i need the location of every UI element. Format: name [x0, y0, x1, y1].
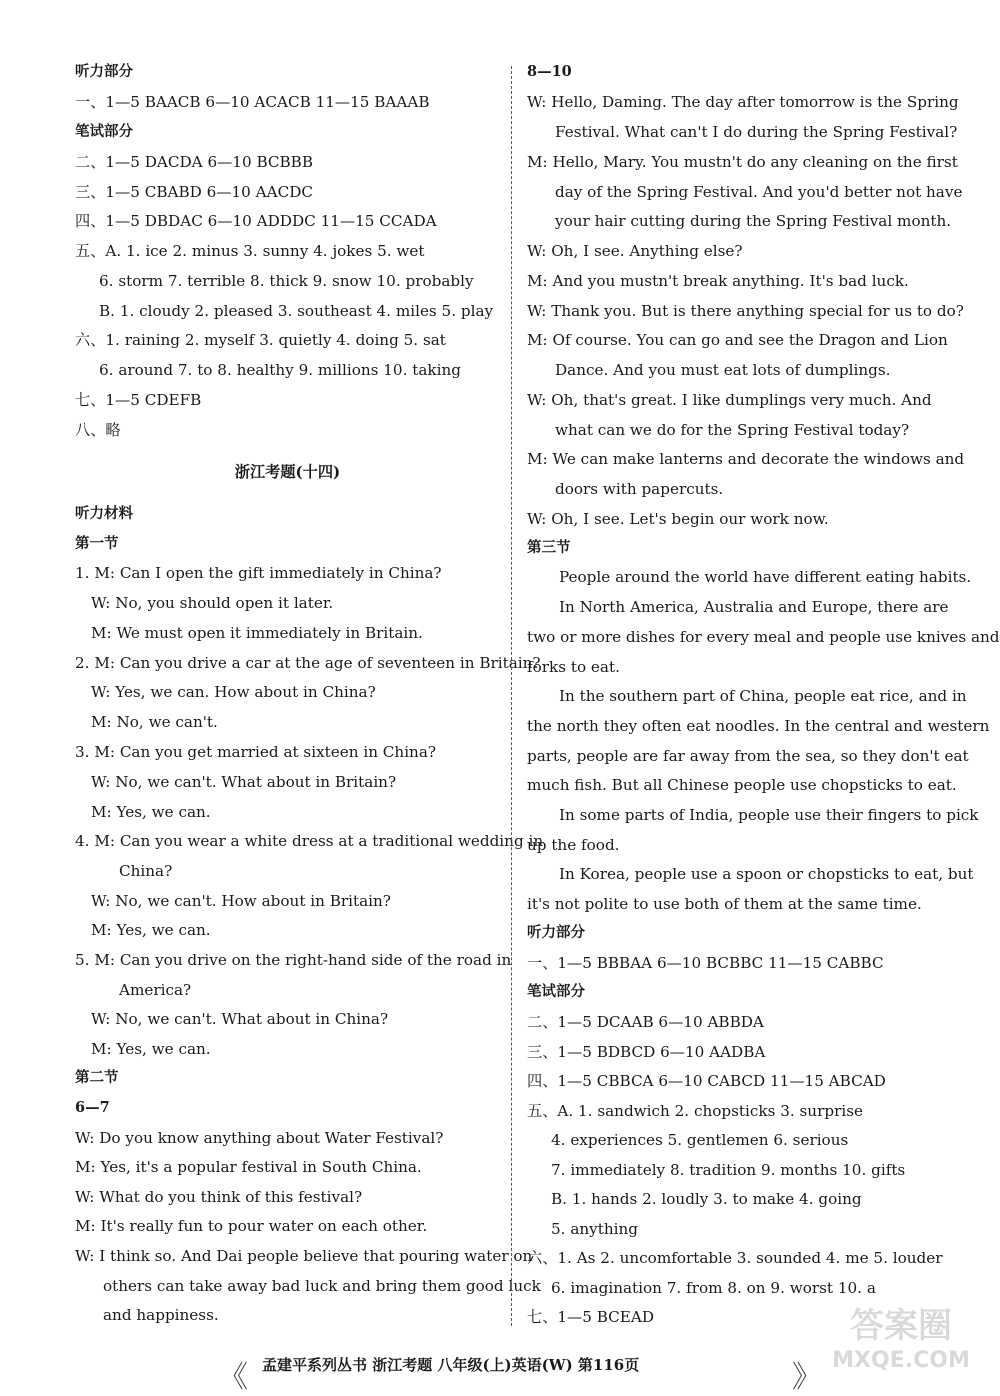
left-text-line: W: Do you know anything about Water Festival? — [75, 1129, 444, 1147]
left-text-line: W: No, you should open it later. — [91, 594, 334, 612]
right-text-line: W: Thank you. But is there anything special for us to do? — [527, 302, 964, 320]
right-text-line: the north they often eat noodles. In the central and western — [527, 717, 990, 735]
right-text-line: doors with papercuts. — [555, 480, 724, 498]
left-text-line: W: Yes, we can. How about in China? — [91, 683, 376, 701]
right-text-line: much fish. But all Chinese people use chopsticks to eat. — [527, 776, 957, 794]
right-text-line: it's not polite to use both of them at the same time. — [527, 895, 922, 913]
left-text-line: M: Yes, we can. — [91, 803, 211, 821]
right-text-line: what can we do for the Spring Festival today? — [555, 421, 910, 439]
left-text-line: 四、1—5 DBDAC 6—10 ADDDC 11—15 CCADA — [75, 212, 437, 230]
left-text-line: 6. around 7. to 8. healthy 9. millions 10. taking — [99, 361, 461, 379]
right-text-line: M: And you mustn't break anything. It's bad luck. — [527, 272, 909, 290]
left-text-line: and happiness. — [103, 1306, 219, 1324]
left-text-line: others can take away bad luck and bring them good luck — [103, 1277, 541, 1295]
right-text-line: 8—10 — [527, 63, 572, 80]
left-text-line: M: We must open it immediately in Britain. — [91, 624, 423, 642]
left-text-line: 八、略 — [75, 421, 121, 439]
left-text-line: China? — [119, 862, 173, 880]
right-text-line: 四、1—5 CBBCA 6—10 CABCD 11—15 ABCAD — [527, 1072, 886, 1090]
left-text-line: 一、1—5 BAACB 6—10 ACACB 11—15 BAAAB — [75, 93, 430, 111]
left-text-line: 六、1. raining 2. myself 3. quietly 4. doing 5. sat — [75, 331, 446, 349]
right-text-line: two or more dishes for every meal and people use knives and — [527, 628, 1000, 646]
right-text-line: M: Hello, Mary. You mustn't do any cleaning on the first — [527, 153, 958, 171]
column-divider — [511, 66, 512, 1326]
left-text-line: W: I think so. And Dai people believe that pouring water on — [75, 1247, 533, 1265]
left-arrow-icon: 《 — [218, 1360, 248, 1395]
right-text-line: B. 1. hands 2. loudly 3. to make 4. going — [551, 1190, 862, 1208]
right-text-line: W: Oh, that's great. I like dumplings very much. And — [527, 391, 932, 409]
left-text-line: B. 1. cloudy 2. pleased 3. southeast 4. miles 5. play — [99, 302, 494, 320]
left-text-line: 1. M: Can I open the gift immediately in China? — [75, 564, 442, 582]
right-text-line: forks to eat. — [527, 658, 620, 676]
left-text-line: 3. M: Can you get married at sixteen in China? — [75, 743, 437, 761]
right-text-line: your hair cutting during the Spring Festival month. — [555, 212, 952, 230]
right-text-line: 5. anything — [551, 1220, 638, 1238]
right-text-line: 五、A. 1. sandwich 2. chopsticks 3. surprise — [527, 1102, 863, 1120]
left-text-line: 第一节 — [75, 535, 119, 552]
left-text-line: 4. M: Can you wear a white dress at a traditional wedding in — [75, 832, 544, 850]
right-text-line: 一、1—5 BBBAA 6—10 BCBBC 11—15 CABBC — [527, 954, 884, 972]
left-text-line: 第二节 — [75, 1069, 119, 1086]
right-text-line: 七、1—5 BCEAD — [527, 1308, 655, 1326]
right-text-line: In some parts of India, people use their fingers to pick — [559, 806, 979, 824]
left-text-line: M: Yes, we can. — [91, 1040, 211, 1058]
right-text-line: W: Hello, Daming. The day after tomorrow is the Spring — [527, 93, 959, 111]
right-text-line: 听力部分 — [527, 924, 585, 941]
left-text-line: 6—7 — [75, 1099, 110, 1116]
left-text-line: M: It's really fun to pour water on each other. — [75, 1217, 428, 1235]
right-text-line: 二、1—5 DCAAB 6—10 ABBDA — [527, 1013, 764, 1031]
left-text-line: 6. storm 7. terrible 8. thick 9. snow 10. probably — [99, 272, 474, 290]
right-text-line: In North America, Australia and Europe, there are — [559, 598, 949, 616]
right-text-line: W: Oh, I see. Anything else? — [527, 242, 743, 260]
left-text-line: 浙江考题(十四) — [234, 463, 341, 481]
left-text-line: M: Yes, it's a popular festival in South China. — [75, 1158, 422, 1176]
left-text-line: 听力材料 — [75, 505, 133, 522]
right-arrow-icon: 》 — [792, 1360, 822, 1395]
left-text-line: W: No, we can't. What about in Britain? — [91, 773, 397, 791]
left-text-line: 二、1—5 DACDA 6—10 BCBBB — [75, 153, 314, 171]
right-text-line: In the southern part of China, people eat rice, and in — [559, 687, 967, 705]
right-text-line: 六、1. As 2. uncomfortable 3. sounded 4. me 5. louder — [527, 1249, 943, 1267]
right-text-line: 7. immediately 8. tradition 9. months 10. gifts — [551, 1161, 906, 1179]
left-text-line: 笔试部分 — [75, 123, 133, 140]
left-text-line: 2. M: Can you drive a car at the age of seventeen in Britain? — [75, 654, 541, 672]
right-text-line: Festival. What can't I do during the Spring Festival? — [555, 123, 958, 141]
right-text-line: Dance. And you must eat lots of dumplings. — [555, 361, 891, 379]
left-text-line: W: What do you think of this festival? — [75, 1188, 363, 1206]
right-text-line: 4. experiences 5. gentlemen 6. serious — [551, 1131, 849, 1149]
left-text-line: M: Yes, we can. — [91, 921, 211, 939]
left-text-line: 5. M: Can you drive on the right-hand side of the road in — [75, 951, 512, 969]
left-text-line: W: No, we can't. What about in China? — [91, 1010, 389, 1028]
right-text-line: M: Of course. You can go and see the Dragon and Lion — [527, 331, 948, 349]
watermark-line1: 答案圈 — [850, 1306, 952, 1346]
left-text-line: 三、1—5 CBABD 6—10 AACDC — [75, 183, 313, 201]
right-text-line: 三、1—5 BDBCD 6—10 AADBA — [527, 1043, 766, 1061]
right-text-line: W: Oh, I see. Let's begin our work now. — [527, 510, 829, 528]
left-text-line: M: No, we can't. — [91, 713, 218, 731]
right-text-line: 6. imagination 7. from 8. on 9. worst 10. a — [551, 1279, 876, 1297]
right-text-line: M: We can make lanterns and decorate the windows and — [527, 450, 965, 468]
watermark-line2: MXQE.COM — [832, 1348, 970, 1373]
left-text-line: 五、A. 1. ice 2. minus 3. sunny 4. jokes 5. wet — [75, 242, 425, 260]
left-text-line: W: No, we can't. How about in Britain? — [91, 892, 391, 910]
right-text-line: parts, people are far away from the sea, so they don't eat — [527, 747, 969, 765]
right-text-line: In Korea, people use a spoon or chopsticks to eat, but — [559, 865, 974, 883]
right-text-line: 笔试部分 — [527, 983, 585, 1000]
right-text-line: 第三节 — [527, 539, 571, 556]
left-text-line: America? — [119, 981, 192, 999]
right-text-line: day of the Spring Festival. And you'd better not have — [555, 183, 963, 201]
footer-text: 孟建平系列丛书 浙江考题 八年级(上)英语(W) 第116页 — [262, 1356, 640, 1374]
right-text-line: People around the world have different eating habits. — [559, 568, 972, 586]
right-text-line: up the food. — [527, 836, 620, 854]
left-text-line: 听力部分 — [75, 63, 133, 80]
left-text-line: 七、1—5 CDEFB — [75, 391, 202, 409]
watermark-logo — [832, 1306, 970, 1386]
